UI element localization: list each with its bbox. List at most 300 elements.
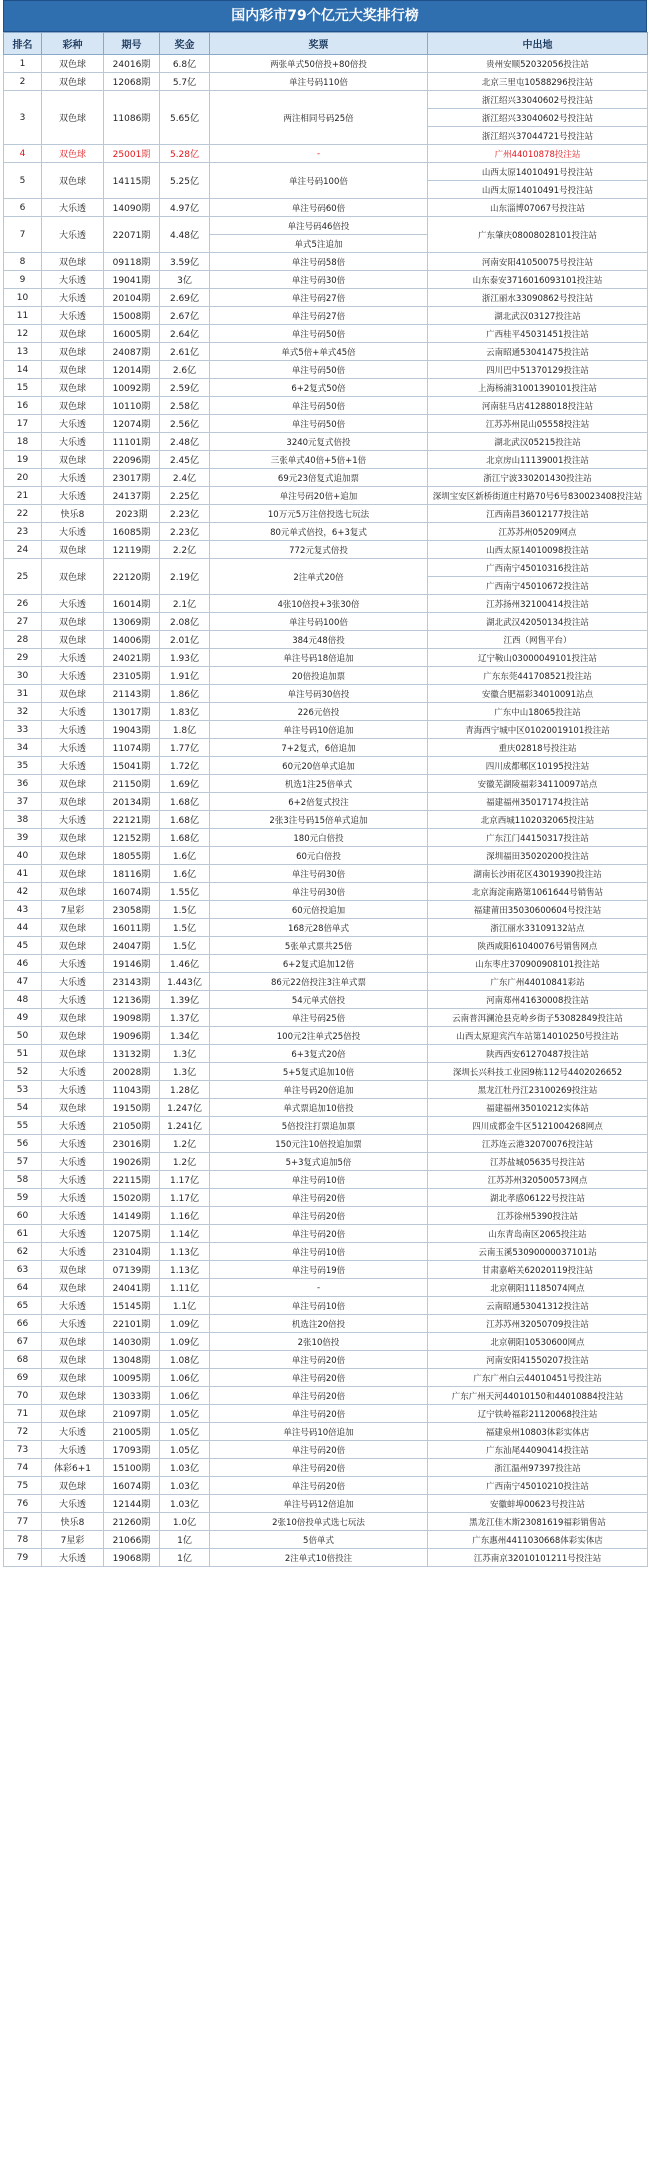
lottery-cell: 大乐透 — [42, 1153, 104, 1171]
rank-cell: 43 — [4, 901, 42, 919]
place-cell: 福建福州35017174投注站 — [428, 793, 648, 811]
table-row — [4, 343, 648, 361]
amount-cell: 1.77亿 — [160, 739, 210, 757]
ticket-cell: 2注单式20倍 — [210, 559, 428, 595]
lottery-cell: 大乐透 — [42, 433, 104, 451]
ticket-cell: 5张单式票共25倍 — [210, 937, 428, 955]
table-row — [4, 1423, 648, 1441]
place-cell: 黑龙江佳木斯23081619福彩销售站 — [428, 1513, 648, 1531]
issue-cell: 24047期 — [104, 937, 160, 955]
place-cell: 江苏连云港32070076投注站 — [428, 1135, 648, 1153]
table-row — [4, 217, 648, 235]
place-cell: 深圳福田35020200投注站 — [428, 847, 648, 865]
amount-cell: 2.48亿 — [160, 433, 210, 451]
issue-cell: 12136期 — [104, 991, 160, 1009]
amount-cell: 1.2亿 — [160, 1153, 210, 1171]
ticket-cell: 单注号码25倍 — [210, 1009, 428, 1027]
rank-cell: 31 — [4, 685, 42, 703]
lottery-cell: 快乐8 — [42, 505, 104, 523]
ticket-cell: 2张3注号码15倍单式追加 — [210, 811, 428, 829]
rank-cell: 58 — [4, 1171, 42, 1189]
rank-cell: 11 — [4, 307, 42, 325]
ticket-cell: 2张10倍投 — [210, 1333, 428, 1351]
issue-cell: 21260期 — [104, 1513, 160, 1531]
place-cell: 北京海淀南路第1061644号销售站 — [428, 883, 648, 901]
rank-cell: 67 — [4, 1333, 42, 1351]
place-cell: 广东广州天河44010150​和44010884投注站 — [428, 1387, 648, 1405]
issue-cell: 20104期 — [104, 289, 160, 307]
place-cell: 云南昭通53041475投注站 — [428, 343, 648, 361]
table-row — [4, 361, 648, 379]
table-row — [4, 919, 648, 937]
ticket-cell: 单注号码20倍 — [210, 1189, 428, 1207]
table-row — [4, 793, 648, 811]
amount-cell: 1.8亿 — [160, 721, 210, 739]
ticket-cell: 5+3复式追加5倍 — [210, 1153, 428, 1171]
table-row — [4, 253, 648, 271]
issue-cell: 07139期 — [104, 1261, 160, 1279]
lottery-cell: 双色球 — [42, 937, 104, 955]
amount-cell: 1.13亿 — [160, 1243, 210, 1261]
table-row — [4, 199, 648, 217]
lottery-cell: 大乐透 — [42, 271, 104, 289]
place-cell: 江苏盐城05635号投注站 — [428, 1153, 648, 1171]
amount-cell: 1.06亿 — [160, 1387, 210, 1405]
lottery-cell: 双色球 — [42, 1027, 104, 1045]
issue-cell: 22096期 — [104, 451, 160, 469]
table-row — [4, 613, 648, 631]
place-cell: 重庆02818号投注站 — [428, 739, 648, 757]
amount-cell: 2.1亿 — [160, 595, 210, 613]
issue-cell: 11043期 — [104, 1081, 160, 1099]
lottery-cell: 双色球 — [42, 631, 104, 649]
rank-cell: 78 — [4, 1531, 42, 1549]
place-cell: 广东汕尾44090414投注站 — [428, 1441, 648, 1459]
table-row — [4, 541, 648, 559]
amount-cell: 3.59亿 — [160, 253, 210, 271]
amount-cell: 2.67亿 — [160, 307, 210, 325]
ticket-cell: 单注号码50倍 — [210, 415, 428, 433]
rank-cell: 71 — [4, 1405, 42, 1423]
ticket-cell: 单注号码20倍 — [210, 1351, 428, 1369]
amount-cell: 1.17亿 — [160, 1171, 210, 1189]
issue-cell: 20028期 — [104, 1063, 160, 1081]
issue-cell: 13132期 — [104, 1045, 160, 1063]
ticket-cell: 单注号码20倍 — [210, 1369, 428, 1387]
rank-cell: 77 — [4, 1513, 42, 1531]
place-cell: 浙江绍兴33040602号投注站 — [428, 109, 648, 127]
place-cell: 青海西宁城中区01020019101投注站 — [428, 721, 648, 739]
amount-cell: 2.45亿 — [160, 451, 210, 469]
amount-cell: 1.0亿 — [160, 1513, 210, 1531]
lottery-cell: 大乐透 — [42, 1225, 104, 1243]
amount-cell: 1.46亿 — [160, 955, 210, 973]
lottery-cell: 大乐透 — [42, 1207, 104, 1225]
issue-cell: 11101期 — [104, 433, 160, 451]
lottery-cell: 大乐透 — [42, 1081, 104, 1099]
place-cell: 北京朝阳11185074网点 — [428, 1279, 648, 1297]
amount-cell: 2.69亿 — [160, 289, 210, 307]
rank-cell: 9 — [4, 271, 42, 289]
issue-cell: 20134期 — [104, 793, 160, 811]
rank-cell: 42 — [4, 883, 42, 901]
table-row — [4, 1297, 648, 1315]
table-row — [4, 1135, 648, 1153]
issue-cell: 24087期 — [104, 343, 160, 361]
rank-cell: 25 — [4, 559, 42, 595]
amount-cell: 1.443亿 — [160, 973, 210, 991]
rank-cell: 73 — [4, 1441, 42, 1459]
rank-cell: 39 — [4, 829, 42, 847]
table-row — [4, 1459, 648, 1477]
table-row — [4, 775, 648, 793]
issue-cell: 23143期 — [104, 973, 160, 991]
lottery-cell: 双色球 — [42, 919, 104, 937]
rank-cell: 15 — [4, 379, 42, 397]
place-cell: 云南普洱澜沧县克岭乡街子53082849投注站 — [428, 1009, 648, 1027]
lottery-cell: 大乐透 — [42, 1117, 104, 1135]
amount-cell: 1.11亿 — [160, 1279, 210, 1297]
header-row — [4, 33, 648, 55]
table-row — [4, 883, 648, 901]
ticket-cell: 5+5复式追加10倍 — [210, 1063, 428, 1081]
amount-cell: 4.48亿 — [160, 217, 210, 253]
table-row — [4, 667, 648, 685]
rank-cell: 44 — [4, 919, 42, 937]
table-row — [4, 469, 648, 487]
lottery-cell: 大乐透 — [42, 523, 104, 541]
amount-cell: 1.247亿 — [160, 1099, 210, 1117]
amount-cell: 5.25亿 — [160, 163, 210, 199]
lottery-cell: 7星彩 — [42, 901, 104, 919]
lottery-cell: 大乐透 — [42, 1189, 104, 1207]
ticket-cell: 两注相同号码25倍 — [210, 91, 428, 145]
table-row — [4, 1549, 648, 1567]
table-row — [4, 685, 648, 703]
lottery-cell: 双色球 — [42, 559, 104, 595]
rank-cell: 34 — [4, 739, 42, 757]
ticket-cell: 单注号码10倍追加 — [210, 721, 428, 739]
table-row — [4, 1207, 648, 1225]
lottery-cell: 双色球 — [42, 1405, 104, 1423]
table-row — [4, 955, 648, 973]
ticket-cell: 60元倍投追加 — [210, 901, 428, 919]
rank-cell: 72 — [4, 1423, 42, 1441]
lottery-cell: 大乐透 — [42, 1315, 104, 1333]
place-cell: 江苏南京32010101211号投注站 — [428, 1549, 648, 1567]
place-cell: 浙江宁波33020143​0投注站 — [428, 469, 648, 487]
lottery-cell: 双色球 — [42, 451, 104, 469]
lottery-cell: 双色球 — [42, 829, 104, 847]
issue-cell: 14115期 — [104, 163, 160, 199]
table-row — [4, 865, 648, 883]
table-row — [4, 1333, 648, 1351]
lottery-cell: 大乐透 — [42, 739, 104, 757]
amount-cell: 1.55亿 — [160, 883, 210, 901]
lottery-cell: 双色球 — [42, 325, 104, 343]
issue-cell: 19150期 — [104, 1099, 160, 1117]
lottery-cell: 双色球 — [42, 1477, 104, 1495]
amount-cell: 2.6亿 — [160, 361, 210, 379]
rank-cell: 50 — [4, 1027, 42, 1045]
ticket-cell: 单注号码20倍 — [210, 1441, 428, 1459]
amount-cell: 1.03亿 — [160, 1495, 210, 1513]
place-cell: 江苏扬州32100414投注站 — [428, 595, 648, 613]
rank-cell: 70 — [4, 1387, 42, 1405]
table-row — [4, 1513, 648, 1531]
table-row — [4, 1189, 648, 1207]
issue-cell: 19098期 — [104, 1009, 160, 1027]
ticket-cell: 2注单式10倍投注 — [210, 1549, 428, 1567]
issue-cell: 11086期 — [104, 91, 160, 145]
amount-cell: 1.3亿 — [160, 1063, 210, 1081]
table-body — [4, 55, 648, 1567]
ticket-cell: 单注号码30倍 — [210, 883, 428, 901]
lottery-cell: 双色球 — [42, 145, 104, 163]
amount-cell: 1.83亿 — [160, 703, 210, 721]
ticket-cell: 单式5倍+单式45倍 — [210, 343, 428, 361]
table-row — [4, 649, 648, 667]
place-cell: 深圳长兴科技工业园9栋112号4402026652 — [428, 1063, 648, 1081]
table-row — [4, 415, 648, 433]
place-cell: 广东惠州4411030668体彩实体店 — [428, 1531, 648, 1549]
rank-cell: 13 — [4, 343, 42, 361]
amount-cell: 1亿 — [160, 1531, 210, 1549]
place-cell: 江苏苏州昆山05558投注站 — [428, 415, 648, 433]
ticket-cell: 单注号码110倍 — [210, 73, 428, 91]
place-cell: 湖北孝感06122号投注站 — [428, 1189, 648, 1207]
ticket-cell: 7+2复式，6倍追加 — [210, 739, 428, 757]
amount-cell: 1.34亿 — [160, 1027, 210, 1045]
place-cell: 四川成都金牛区5121004268网点 — [428, 1117, 648, 1135]
rank-cell: 29 — [4, 649, 42, 667]
amount-cell: 1.68亿 — [160, 829, 210, 847]
place-cell: 辽宁铁岭福彩21120068​投注站 — [428, 1405, 648, 1423]
lottery-cell: 双色球 — [42, 361, 104, 379]
issue-cell: 21143期 — [104, 685, 160, 703]
lottery-cell: 双色球 — [42, 1333, 104, 1351]
issue-cell: 16005期 — [104, 325, 160, 343]
table-row — [4, 721, 648, 739]
lottery-cell: 双色球 — [42, 91, 104, 145]
rank-cell: 36 — [4, 775, 42, 793]
rank-cell: 76 — [4, 1495, 42, 1513]
rank-cell: 40 — [4, 847, 42, 865]
table-row — [4, 1027, 648, 1045]
ticket-cell: 6+3复式20倍 — [210, 1045, 428, 1063]
issue-cell: 19068期 — [104, 1549, 160, 1567]
issue-cell: 23017期 — [104, 469, 160, 487]
place-cell: 陕西西安61270487投注站 — [428, 1045, 648, 1063]
amount-cell: 1.6亿 — [160, 865, 210, 883]
table-row — [4, 559, 648, 577]
ticket-cell: 单注号码50倍 — [210, 325, 428, 343]
lottery-cell: 大乐透 — [42, 703, 104, 721]
table-row — [4, 937, 648, 955]
rank-cell: 17 — [4, 415, 42, 433]
issue-cell: 10095期 — [104, 1369, 160, 1387]
table-row — [4, 325, 648, 343]
rank-cell: 68 — [4, 1351, 42, 1369]
ticket-cell: 两张单式50倍投+80倍投 — [210, 55, 428, 73]
table-title: 国内彩市79个亿元大奖排行榜 — [3, 0, 647, 32]
issue-cell: 21050期 — [104, 1117, 160, 1135]
place-cell: 浙江绍兴33040602号投注站 — [428, 91, 648, 109]
issue-cell: 19026期 — [104, 1153, 160, 1171]
issue-cell: 16011期 — [104, 919, 160, 937]
place-cell: 北京朝阳10530600网点 — [428, 1333, 648, 1351]
ticket-cell: 单注号码50倍 — [210, 397, 428, 415]
lottery-cell: 双色球 — [42, 1099, 104, 1117]
ticket-cell: 60元20倍单式追加 — [210, 757, 428, 775]
rank-cell: 2 — [4, 73, 42, 91]
place-cell: 北京西城11020320​65投注站 — [428, 811, 648, 829]
table-row — [4, 397, 648, 415]
table-row — [4, 1081, 648, 1099]
place-cell: 山东枣庄370900908101投注站 — [428, 955, 648, 973]
amount-cell: 2.2亿 — [160, 541, 210, 559]
place-cell: 山东泰安3716016093101投注站 — [428, 271, 648, 289]
rank-cell: 8 — [4, 253, 42, 271]
table-row — [4, 1279, 648, 1297]
lottery-cell: 双色球 — [42, 793, 104, 811]
rank-cell: 38 — [4, 811, 42, 829]
rank-cell: 63 — [4, 1261, 42, 1279]
table-row — [4, 145, 648, 163]
ticket-cell: 150元注10倍投追加票 — [210, 1135, 428, 1153]
amount-cell: 5.65亿 — [160, 91, 210, 145]
issue-cell: 23016期 — [104, 1135, 160, 1153]
issue-cell: 24137期 — [104, 487, 160, 505]
ticket-cell: 6+2复式50倍 — [210, 379, 428, 397]
rank-cell: 5 — [4, 163, 42, 199]
amount-cell: 1.68亿 — [160, 793, 210, 811]
place-cell: 广东广州白云44010451号投注站 — [428, 1369, 648, 1387]
rank-cell: 6 — [4, 199, 42, 217]
issue-cell: 22101期 — [104, 1315, 160, 1333]
place-cell: 山东青岛南区2065投注站 — [428, 1225, 648, 1243]
place-cell: 安徽芜湖陵福彩34110097站点 — [428, 775, 648, 793]
table-row — [4, 73, 648, 91]
place-cell: 广西桂平45031451投注站 — [428, 325, 648, 343]
issue-cell: 15145期 — [104, 1297, 160, 1315]
place-cell: 广东中山18065投注站 — [428, 703, 648, 721]
amount-cell: 1.69亿 — [160, 775, 210, 793]
amount-cell: 2.61亿 — [160, 343, 210, 361]
rank-cell: 79 — [4, 1549, 42, 1567]
lottery-cell: 双色球 — [42, 1045, 104, 1063]
rank-cell: 60 — [4, 1207, 42, 1225]
amount-cell: 2.56亿 — [160, 415, 210, 433]
table-row — [4, 379, 648, 397]
place-cell: 湖北武汉05215投注站 — [428, 433, 648, 451]
lottery-cell: 双色球 — [42, 1369, 104, 1387]
lottery-cell: 双色球 — [42, 1279, 104, 1297]
rank-cell: 28 — [4, 631, 42, 649]
table-row — [4, 631, 648, 649]
amount-cell: 1.5亿 — [160, 901, 210, 919]
rank-cell: 46 — [4, 955, 42, 973]
rank-cell: 65 — [4, 1297, 42, 1315]
header-rank: 排名 — [4, 33, 42, 55]
ticket-cell: 20倍投追加票 — [210, 667, 428, 685]
rank-cell: 49 — [4, 1009, 42, 1027]
lottery-cell: 大乐透 — [42, 1423, 104, 1441]
place-cell: 河南安阳41550207投注站 — [428, 1351, 648, 1369]
table-row — [4, 1531, 648, 1549]
lottery-cell: 体彩6+1 — [42, 1459, 104, 1477]
place-cell: 江苏苏州05209网点 — [428, 523, 648, 541]
lottery-cell: 大乐透 — [42, 217, 104, 253]
lottery-cell: 大乐透 — [42, 721, 104, 739]
ticket-cell: 3240元复式倍投 — [210, 433, 428, 451]
table-row — [4, 1315, 648, 1333]
amount-cell: 1.17亿 — [160, 1189, 210, 1207]
issue-cell: 14090期 — [104, 199, 160, 217]
place-cell: 福建福州35010212实体站 — [428, 1099, 648, 1117]
lottery-cell: 双色球 — [42, 55, 104, 73]
place-cell: 山西太原迎宾汽车站第14010250号投注站 — [428, 1027, 648, 1045]
issue-cell: 19041期 — [104, 271, 160, 289]
place-cell: 广东肇庆08008028101投注站 — [428, 217, 648, 253]
header-ticket: 奖票 — [210, 33, 428, 55]
lottery-cell: 双色球 — [42, 541, 104, 559]
issue-cell: 12068期 — [104, 73, 160, 91]
place-cell: 江西（网售平台） — [428, 631, 648, 649]
table-row — [4, 1153, 648, 1171]
table-row — [4, 1387, 648, 1405]
amount-cell: 1.05亿 — [160, 1441, 210, 1459]
issue-cell: 17093期 — [104, 1441, 160, 1459]
issue-cell: 16014期 — [104, 595, 160, 613]
amount-cell: 1.3亿 — [160, 1045, 210, 1063]
ticket-cell: 单注号码20倍 — [210, 1405, 428, 1423]
lottery-cell: 大乐透 — [42, 199, 104, 217]
issue-cell: 13048期 — [104, 1351, 160, 1369]
lottery-cell: 大乐透 — [42, 649, 104, 667]
rank-cell: 32 — [4, 703, 42, 721]
amount-cell: 1.37亿 — [160, 1009, 210, 1027]
ticket-cell: 86元22倍投注3注单式票 — [210, 973, 428, 991]
ticket-cell: 54元单式倍投 — [210, 991, 428, 1009]
lottery-cell: 双色球 — [42, 343, 104, 361]
table-row — [4, 847, 648, 865]
lottery-cell: 大乐透 — [42, 595, 104, 613]
lottery-cell: 双色球 — [42, 847, 104, 865]
issue-cell: 21150期 — [104, 775, 160, 793]
rank-cell: 56 — [4, 1135, 42, 1153]
header-place: 中出地 — [428, 33, 648, 55]
place-cell: 贵州安顺52032056投注站 — [428, 55, 648, 73]
place-cell: 福建泉州10803体彩实体店 — [428, 1423, 648, 1441]
table-row — [4, 487, 648, 505]
lottery-cell: 大乐透 — [42, 757, 104, 775]
issue-cell: 23105期 — [104, 667, 160, 685]
issue-cell: 19146期 — [104, 955, 160, 973]
amount-cell: 1.6亿 — [160, 847, 210, 865]
ticket-cell: 机选1注25倍单式 — [210, 775, 428, 793]
ticket-cell: 6+2倍复式投注 — [210, 793, 428, 811]
place-cell: 四川巴中51370129投注站 — [428, 361, 648, 379]
ticket-cell: 384元48倍投 — [210, 631, 428, 649]
amount-cell: 2.59亿 — [160, 379, 210, 397]
amount-cell: 2.19亿 — [160, 559, 210, 595]
ticket-cell: 168元28倍单式 — [210, 919, 428, 937]
amount-cell: 1.09亿 — [160, 1333, 210, 1351]
lottery-cell: 大乐透 — [42, 1063, 104, 1081]
issue-cell: 12074期 — [104, 415, 160, 433]
lottery-cell: 双色球 — [42, 865, 104, 883]
